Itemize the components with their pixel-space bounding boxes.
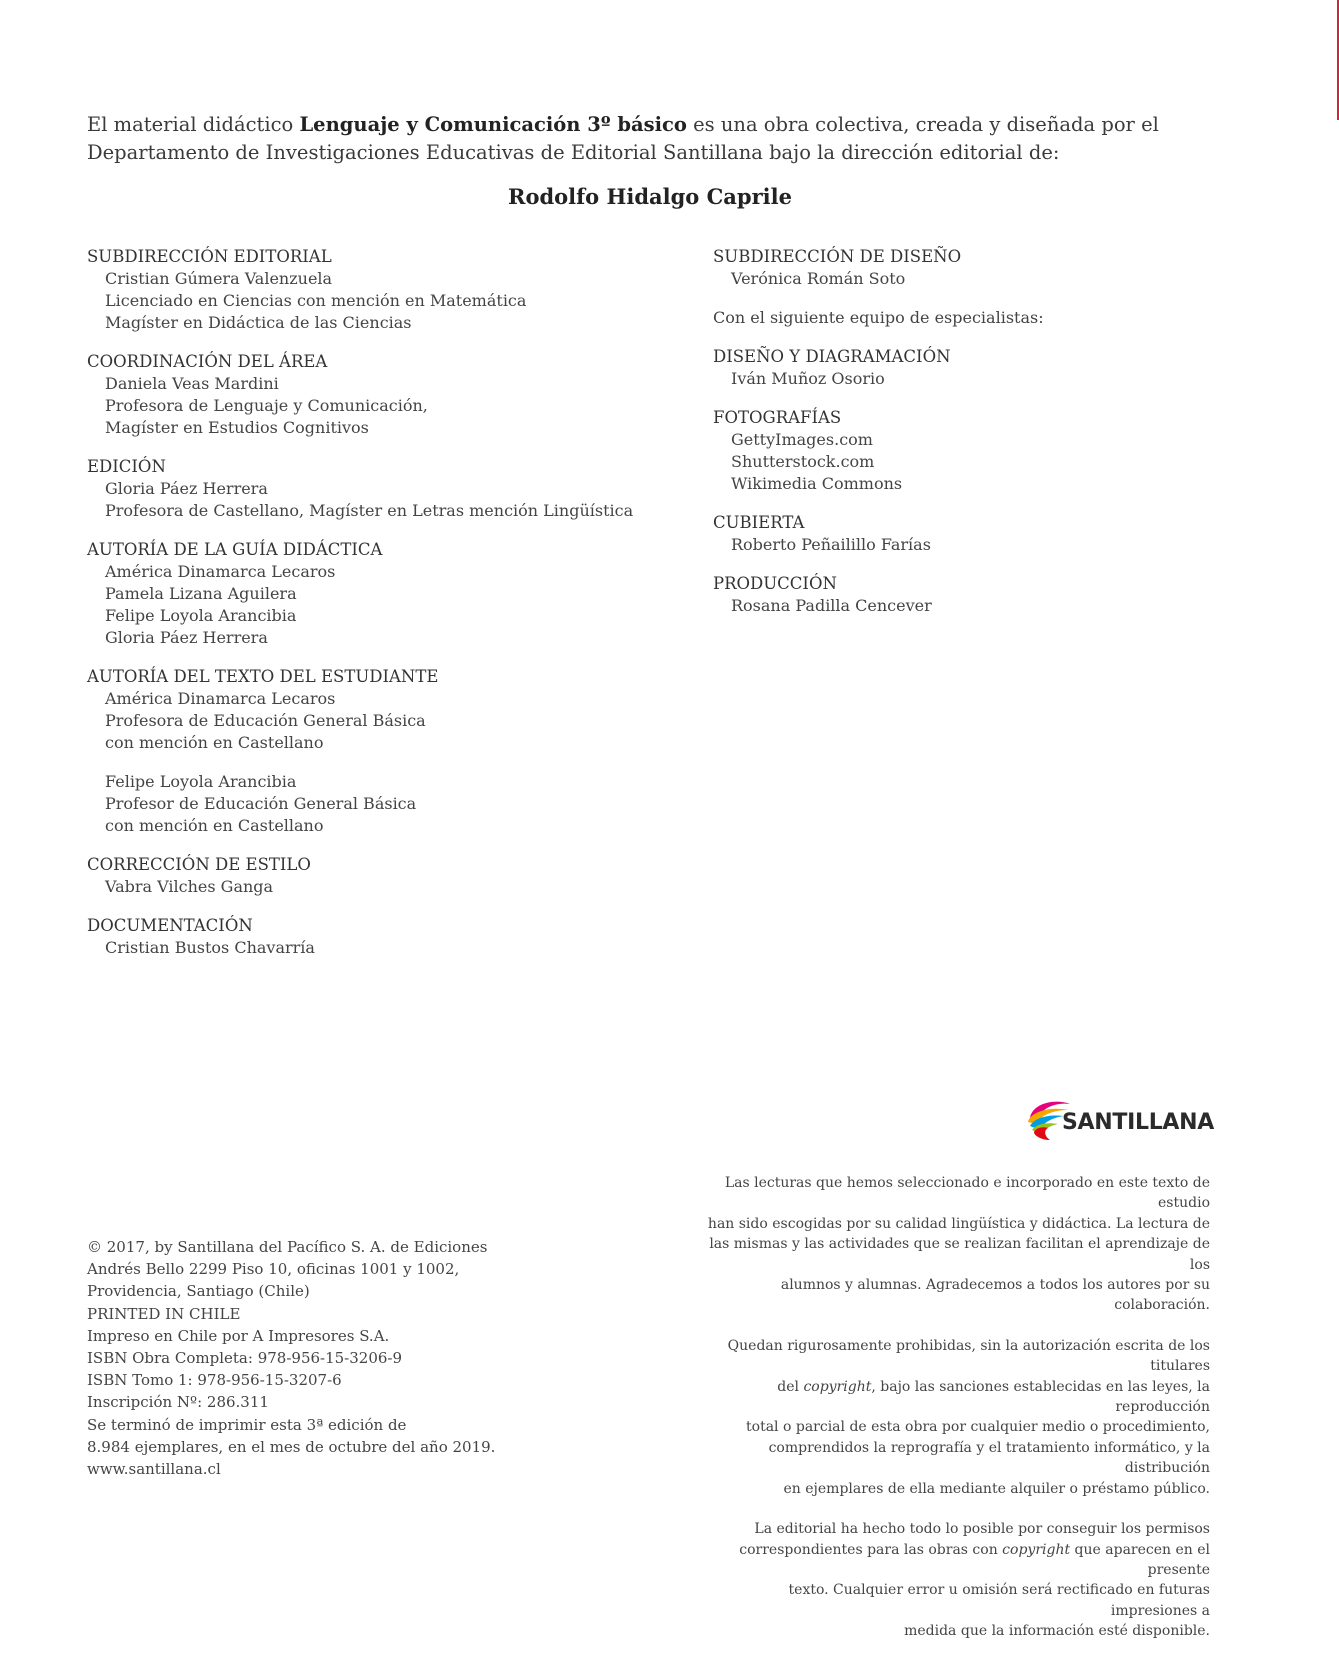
section-heading: SUBDIRECCIÓN EDITORIAL bbox=[87, 247, 332, 266]
credit-section bbox=[87, 246, 687, 334]
legal-line: ISBN Obra Completa: 978-956-15-3206-9 bbox=[87, 1349, 403, 1368]
credit-line: Vabra Vilches Ganga bbox=[105, 877, 274, 896]
disclaimer-block bbox=[700, 1173, 1210, 1662]
credit-line: Gloria Páez Herrera bbox=[105, 628, 268, 647]
credit-line: Profesora de Castellano, Magíster en Letras mención Lingüística bbox=[105, 501, 634, 520]
section-heading: CORRECCIÓN DE ESTILO bbox=[87, 855, 311, 874]
credit-line: Profesora de Lenguaje y Comunicación, bbox=[105, 396, 428, 415]
credit-line: Gloria Páez Herrera bbox=[105, 479, 268, 498]
left-credits-column bbox=[87, 246, 687, 976]
credit-line: con mención en Castellano bbox=[105, 816, 324, 835]
section-heading: AUTORÍA DEL TEXTO DEL ESTUDIANTE bbox=[87, 667, 439, 686]
section-heading: COORDINACIÓN DEL ÁREA bbox=[87, 352, 328, 371]
credit-line: Iván Muñoz Osorio bbox=[731, 369, 885, 388]
credit-line: Roberto Peñailillo Farías bbox=[731, 535, 931, 554]
credit-line: Daniela Veas Mardini bbox=[105, 374, 279, 393]
credit-section bbox=[713, 246, 1273, 290]
credit-line: GettyImages.com bbox=[731, 430, 873, 449]
logo-wordmark: SANTILLANA bbox=[1062, 1110, 1214, 1135]
section-heading: AUTORÍA DE LA GUÍA DIDÁCTICA bbox=[87, 540, 383, 559]
section-heading: PRODUCCIÓN bbox=[713, 574, 837, 593]
credit-line: Cristian Bustos Chavarría bbox=[105, 938, 315, 957]
editorial-director: Rodolfo Hidalgo Caprile bbox=[508, 184, 792, 209]
credit-line: Pamela Lizana Aguilera bbox=[105, 584, 297, 603]
intro-text-start: El material didáctico bbox=[87, 113, 300, 136]
legal-line: Impreso en Chile por A Impresores S.A. bbox=[87, 1326, 390, 1345]
credit-line: Felipe Loyola Arancibia bbox=[105, 772, 297, 791]
right-credits-column bbox=[713, 246, 1273, 634]
credit-line: Cristian Gúmera Valenzuela bbox=[105, 269, 333, 288]
section-heading: DOCUMENTACIÓN bbox=[87, 916, 253, 935]
disclaimer-paragraph: Quedan rigurosamente prohibidas, sin la autorización escrita de los titulares del copyright, bajo las sanciones establecidas en las leyes, la reproducción total o parcial de esta obra por cualquier medio o procedimiento, comprendidos la reprografía y el tratamiento informático, y la distribución en ejemplares de ella mediante alquiler o préstamo público. bbox=[727, 1337, 1210, 1497]
credit-line: Magíster en Didáctica de las Ciencias bbox=[105, 313, 412, 332]
copyright-block bbox=[87, 1236, 507, 1480]
credit-line: Profesor de Educación General Básica bbox=[105, 794, 417, 813]
credit-line: América Dinamarca Lecaros bbox=[105, 689, 336, 708]
specialists-list bbox=[713, 346, 1273, 617]
disclaimer-paragraph: La editorial ha hecho todo lo posible por conseguir los permisos correspondientes para las obras con copyright que aparecen en el presente texto. Cualquier error u omisión será rectificado en futuras impresiones a medida que la información esté disponible. bbox=[739, 1521, 1210, 1640]
legal-line: Inscripción Nº: 286.311 bbox=[87, 1393, 269, 1412]
credit-section bbox=[87, 351, 687, 439]
section-heading: EDICIÓN bbox=[87, 457, 166, 476]
credit-section bbox=[713, 512, 1273, 556]
legal-line: ISBN Tomo 1: 978-956-15-3207-6 bbox=[87, 1371, 342, 1390]
legal-line: 8.984 ejemplares, en el mes de octubre del año 2019. bbox=[87, 1437, 496, 1456]
legal-line: Se terminó de imprimir esta 3ª edición de bbox=[87, 1415, 407, 1434]
credit-subgroup bbox=[87, 771, 687, 837]
credit-line: Rosana Padilla Cencever bbox=[731, 596, 932, 615]
credit-line: Profesora de Educación General Básica bbox=[105, 711, 426, 730]
credit-section bbox=[87, 854, 687, 898]
legal-line: www.santillana.cl bbox=[87, 1460, 221, 1479]
legal-line: PRINTED IN CHILE bbox=[87, 1304, 241, 1323]
credit-line: Felipe Loyola Arancibia bbox=[105, 606, 297, 625]
team-note: Con el siguiente equipo de especialistas: bbox=[713, 308, 1044, 327]
section-heading: FOTOGRAFÍAS bbox=[713, 408, 842, 427]
credit-section bbox=[87, 539, 687, 649]
credit-line: Verónica Román Soto bbox=[731, 269, 906, 288]
credit-line: Licenciado en Ciencias con mención en Matemática bbox=[105, 291, 527, 310]
credit-line: Magíster en Estudios Cognitivos bbox=[105, 418, 369, 437]
credit-section bbox=[87, 456, 687, 522]
section-heading: DISEÑO Y DIAGRAMACIÓN bbox=[713, 347, 951, 366]
credit-section bbox=[87, 915, 687, 959]
credit-line: Shutterstock.com bbox=[731, 452, 875, 471]
credit-line: América Dinamarca Lecaros bbox=[105, 562, 336, 581]
credit-section bbox=[713, 573, 1273, 617]
section-heading: SUBDIRECCIÓN DE DISEÑO bbox=[713, 247, 962, 266]
credit-line: con mención en Castellano bbox=[105, 733, 324, 752]
disclaimer-paragraph: Las lecturas que hemos seleccionado e incorporado en este texto de estudio han sido escogidas por su calidad lingüística y didáctica. La lectura de las mismas y las actividades que se realizan facilitan el aprendizaje de los alumnos y alumnas. Agradecemos a todos los autores por su colaboración. bbox=[707, 1175, 1210, 1314]
legal-line: Andrés Bello 2299 Piso 10, oficinas 1001 y 1002, bbox=[87, 1260, 460, 1279]
legal-line: © 2017, by Santillana del Pacífico S. A. de Ediciones bbox=[87, 1238, 488, 1256]
section-heading: CUBIERTA bbox=[713, 513, 805, 532]
intro-text-end: es una obra colectiva, creada y diseñada por el Departamento de Investigaciones Educativas de Editorial Santillana bajo la dirección editorial de: bbox=[87, 113, 1159, 164]
credit-line: Wikimedia Commons bbox=[731, 474, 903, 493]
credit-section bbox=[713, 407, 1273, 495]
book-title: Lenguaje y Comunicación 3º básico bbox=[299, 113, 687, 136]
santillana-logo bbox=[1024, 1096, 1214, 1144]
legal-line: Providencia, Santiago (Chile) bbox=[87, 1282, 310, 1301]
intro-paragraph bbox=[87, 111, 1217, 167]
credit-section bbox=[87, 666, 687, 837]
credit-section bbox=[713, 346, 1273, 390]
